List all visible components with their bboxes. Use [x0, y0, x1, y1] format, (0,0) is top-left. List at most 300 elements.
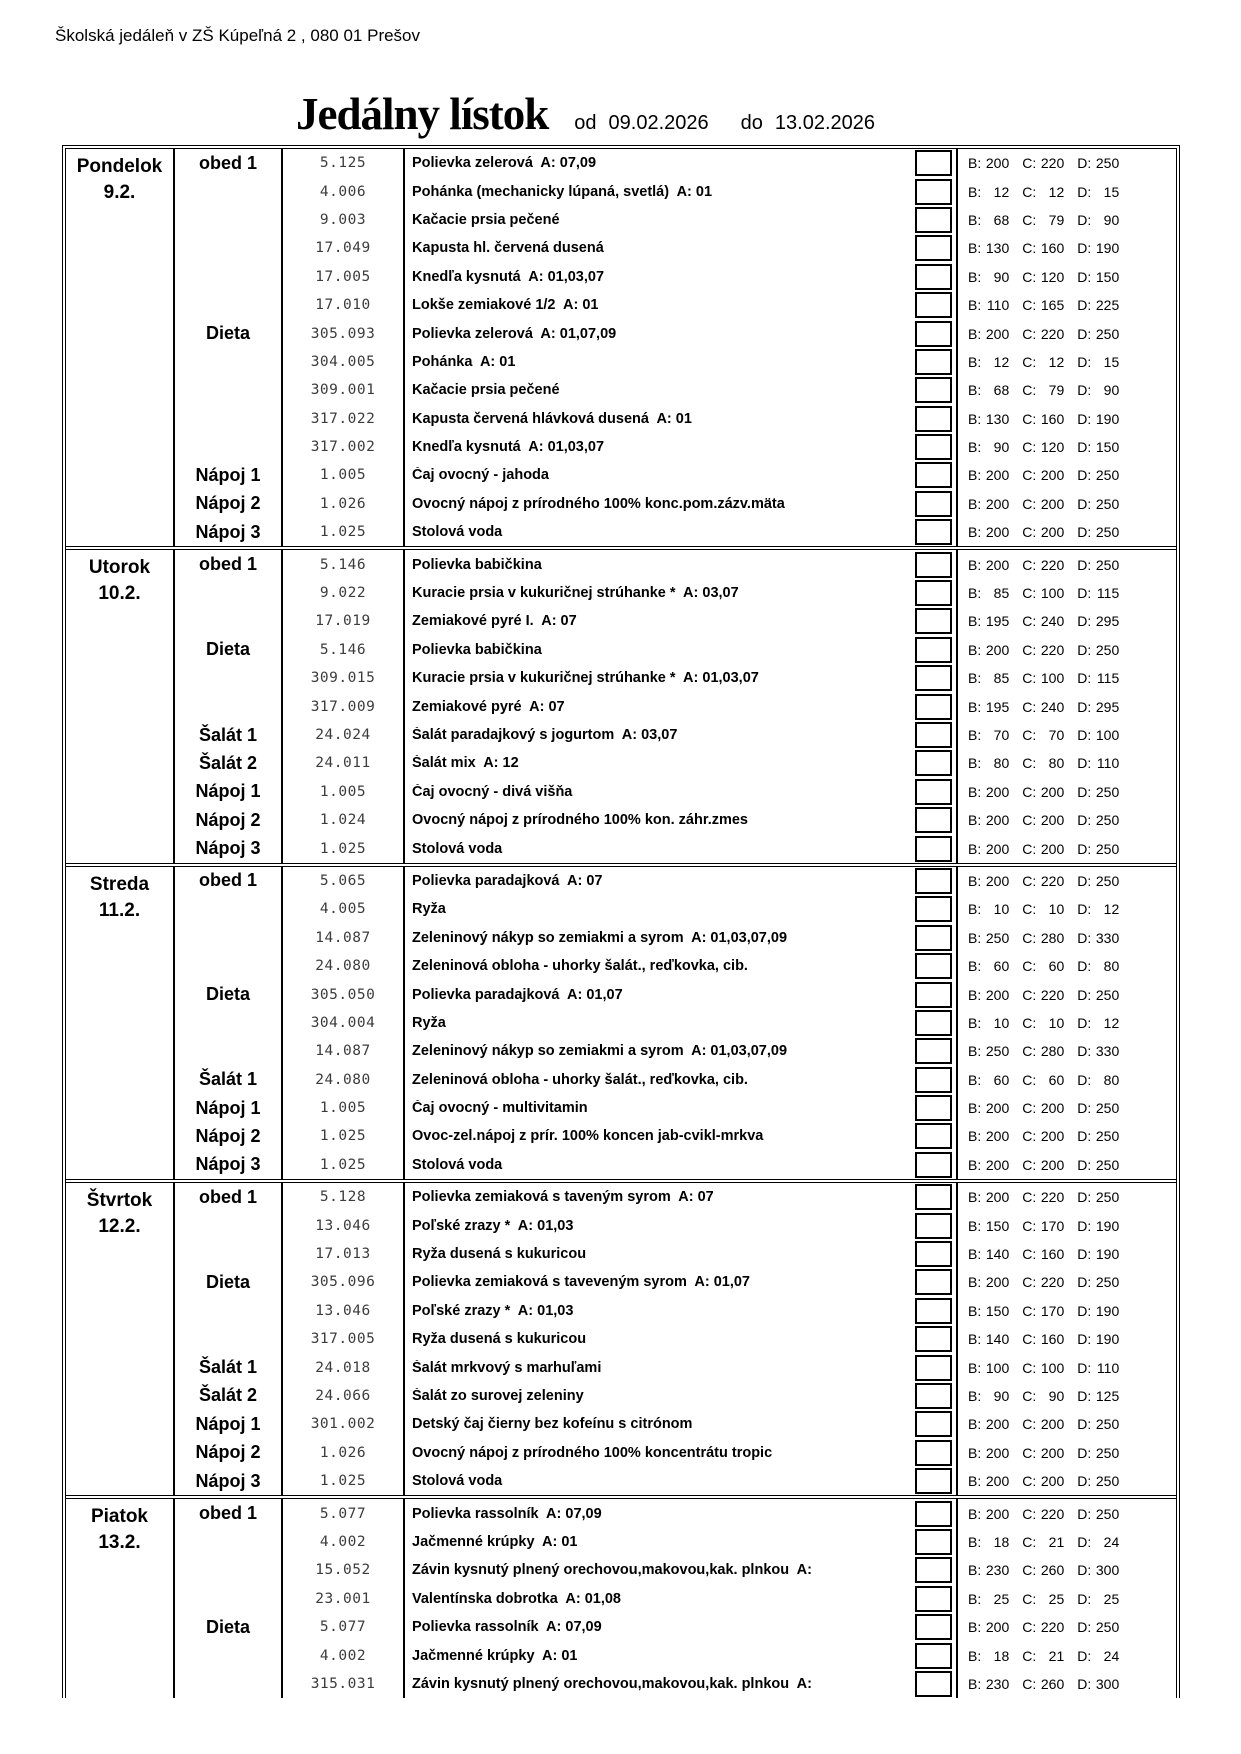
portions [958, 958, 1176, 974]
meal-type-label: Šalát 2 [175, 1382, 283, 1410]
portion-c [1022, 524, 1064, 540]
portion-d [1077, 496, 1119, 512]
meal-type-label: obed 1 [175, 1499, 283, 1527]
portion-checkbox[interactable] [915, 1298, 952, 1324]
portion-checkbox[interactable] [915, 694, 952, 720]
portion-b [968, 642, 1009, 658]
portion-checkbox[interactable] [915, 1671, 952, 1697]
portion-c-value: 200 [1040, 495, 1065, 512]
portion-checkbox[interactable] [915, 434, 952, 460]
dish-code: 15.052 [283, 1556, 405, 1584]
menu-row [175, 177, 1176, 205]
menu-table [62, 145, 1180, 1698]
portion-d [1077, 524, 1119, 540]
portion-checkbox[interactable] [915, 491, 952, 517]
portion-checkbox[interactable] [915, 868, 952, 894]
portion-c-value: 70 [1048, 727, 1065, 743]
portion-b [968, 841, 1009, 857]
portion-checkbox[interactable] [915, 179, 952, 205]
portions [958, 1157, 1176, 1173]
menu-row [175, 1297, 1176, 1325]
portion-c-value: 100 [1040, 670, 1065, 687]
portion-c-label: C: [1022, 1562, 1037, 1579]
portion-c [1022, 585, 1064, 601]
menu-row [175, 490, 1176, 518]
portion-d-label: D: [1077, 297, 1092, 314]
dish-code: 14.087 [283, 924, 405, 952]
portion-b-value: 12 [993, 183, 1010, 200]
checkbox-cell [910, 490, 958, 518]
portions [958, 901, 1176, 917]
portion-c [1022, 1534, 1064, 1550]
portions [958, 1218, 1176, 1234]
portion-c-label: C: [1022, 1473, 1037, 1490]
portion-checkbox[interactable] [915, 292, 952, 318]
portion-checkbox[interactable] [915, 1095, 952, 1121]
portion-checkbox[interactable] [915, 1440, 952, 1466]
portion-d-value: 25 [1103, 1590, 1120, 1607]
portion-c-label: C: [1022, 986, 1037, 1003]
portion-d-value: 12 [1103, 901, 1120, 918]
dish-name: Knedľa kysnutá A: 01,03,07 [412, 439, 605, 456]
portion-c-value: 160 [1040, 240, 1065, 257]
portion-c-label: C: [1022, 382, 1037, 399]
dish-code: 14.087 [283, 1037, 405, 1065]
portion-d-label: D: [1077, 1647, 1092, 1664]
dish-code: 9.003 [283, 206, 405, 234]
checkbox-cell [910, 636, 958, 664]
menu-row [175, 1183, 1176, 1211]
portion-checkbox[interactable] [915, 552, 952, 578]
portion-c [1022, 297, 1064, 313]
portion-d-value: 250 [1095, 1416, 1120, 1433]
portion-b-value: 200 [985, 524, 1010, 541]
checkbox-cell [910, 1382, 958, 1410]
portions [958, 784, 1176, 800]
portion-checkbox[interactable] [915, 150, 952, 176]
portion-d-label: D: [1077, 1533, 1092, 1550]
menu-title-block [0, 88, 1206, 140]
portion-checkbox[interactable] [915, 608, 952, 634]
date-to-value: 13.02.2026 [774, 112, 876, 134]
portion-c-label: C: [1022, 183, 1037, 200]
checkbox-cell [910, 1467, 958, 1495]
dish-code: 317.005 [283, 1325, 405, 1353]
dish-name: Šalát paradajkový s jogurtom A: 03,07 [412, 727, 678, 743]
dish-code: 301.002 [283, 1410, 405, 1438]
portion-c [1022, 841, 1064, 857]
portion-checkbox[interactable] [915, 896, 952, 922]
portion-checkbox[interactable] [915, 1184, 952, 1210]
meal-type-label: Nápoj 2 [175, 490, 283, 518]
portion-d [1077, 1072, 1119, 1088]
portions [958, 1043, 1176, 1059]
dish-name: Ovocný nápoj z prírodného 100% kon. záhr.zmes [412, 812, 748, 829]
portion-b-value: 68 [993, 211, 1010, 228]
portion-b-value: 200 [985, 467, 1010, 484]
portion-d [1077, 269, 1119, 285]
portion-d-label: D: [1077, 268, 1092, 285]
dish-code: 5.065 [283, 867, 405, 895]
portion-b [968, 585, 1009, 601]
portion-d-label: D: [1077, 958, 1092, 975]
portion-checkbox[interactable] [915, 1241, 952, 1267]
date-from-value: 09.02.2026 [608, 112, 709, 134]
portion-c-label: C: [1022, 268, 1037, 285]
meal-type-label [175, 1670, 283, 1698]
portion-b [968, 670, 1009, 686]
meal-type-label: Nápoj 1 [175, 461, 283, 489]
portion-d-label: D: [1077, 872, 1092, 889]
portion-checkbox[interactable] [915, 207, 952, 233]
portion-b-label: B: [968, 1647, 982, 1664]
portions [958, 1591, 1176, 1607]
dish-code: 317.002 [283, 433, 405, 461]
portion-checkbox[interactable] [915, 462, 952, 488]
portion-b-label: B: [968, 297, 982, 314]
portion-b [968, 524, 1009, 540]
portion-checkbox[interactable] [915, 982, 952, 1008]
portion-d [1077, 901, 1119, 917]
portion-b [968, 297, 1009, 313]
dish-name: Ovocný nápoj z prírodného 100% koncentrátu tropic [412, 1444, 773, 1461]
portion-checkbox[interactable] [915, 750, 952, 776]
portion-d [1077, 1534, 1119, 1550]
portion-checkbox[interactable] [915, 1123, 952, 1149]
portion-d [1077, 642, 1119, 658]
portion-b [968, 240, 1009, 256]
portion-c-label: C: [1022, 670, 1037, 687]
portion-checkbox[interactable] [915, 665, 952, 691]
dish-code: 5.077 [283, 1613, 405, 1641]
dish-name: Zeleninový nákyp so zemiakmi a syrom A: 01,03,07,09 [412, 929, 788, 946]
portion-d-value: 250 [1095, 1505, 1120, 1522]
portion-d-label: D: [1077, 585, 1092, 602]
portion-checkbox[interactable] [915, 637, 952, 663]
portion-b-value: 195 [985, 613, 1010, 630]
menu-row [175, 1467, 1176, 1495]
portion-checkbox[interactable] [915, 1468, 952, 1494]
portion-checkbox[interactable] [915, 580, 952, 606]
portion-d-label: D: [1077, 727, 1092, 743]
portion-d-label: D: [1077, 1071, 1092, 1088]
portions [958, 699, 1176, 715]
portion-checkbox[interactable] [915, 264, 952, 290]
portion-c [1022, 411, 1064, 427]
portion-c-label: C: [1022, 1590, 1037, 1607]
portion-d [1077, 411, 1119, 427]
portion-b [968, 1189, 1009, 1205]
portion-c-label: C: [1022, 1156, 1037, 1173]
menu-row [175, 834, 1176, 862]
portion-c [1022, 1416, 1064, 1432]
portion-c [1022, 326, 1064, 342]
portion-checkbox[interactable] [915, 1067, 952, 1093]
meal-type-label [175, 952, 283, 980]
portion-b-value: 200 [985, 1505, 1010, 1522]
portion-c-label: C: [1022, 495, 1037, 512]
portion-c [1022, 1218, 1064, 1234]
checkbox-cell [910, 263, 958, 291]
portion-b [968, 212, 1009, 228]
portions [958, 1619, 1176, 1635]
portion-c-value: 79 [1048, 211, 1065, 228]
meal-type-label [175, 924, 283, 952]
portion-b [968, 439, 1009, 455]
portions [958, 613, 1176, 629]
dish-code: 24.066 [283, 1382, 405, 1410]
portion-checkbox[interactable] [915, 1213, 952, 1239]
portion-checkbox[interactable] [915, 1152, 952, 1178]
meal-type-label: obed 1 [175, 867, 283, 895]
menu-row [175, 461, 1176, 489]
portion-checkbox[interactable] [915, 1586, 952, 1612]
portion-d-label: D: [1077, 1359, 1092, 1376]
menu-row [175, 206, 1176, 234]
portion-checkbox[interactable] [915, 349, 952, 375]
portion-b-label: B: [968, 268, 982, 285]
portions [958, 1189, 1176, 1205]
portion-b-value: 10 [993, 1014, 1010, 1031]
portions [958, 1274, 1176, 1290]
dish-code: 5.146 [283, 550, 405, 578]
portion-d [1077, 930, 1119, 946]
portion-checkbox[interactable] [915, 1383, 952, 1409]
portion-checkbox[interactable] [915, 235, 952, 261]
checkbox-cell [910, 234, 958, 262]
portion-b-value: 200 [985, 1416, 1010, 1433]
portion-d-value: 110 [1096, 1359, 1120, 1376]
portion-d-label: D: [1077, 1590, 1092, 1607]
portion-b-label: B: [968, 556, 982, 573]
portion-d [1077, 699, 1119, 715]
portion-b [968, 467, 1009, 483]
portion-c [1022, 1360, 1064, 1376]
checkbox-cell [910, 1268, 958, 1296]
meal-type-label [175, 1556, 283, 1584]
dish-name: Valentínska dobrotka A: 01,08 [412, 1590, 621, 1607]
portion-checkbox[interactable] [915, 722, 952, 748]
portions [958, 155, 1176, 171]
portion-b-label: B: [968, 1043, 982, 1060]
portion-d [1077, 1015, 1119, 1031]
portion-checkbox[interactable] [915, 1269, 952, 1295]
meal-type-label [175, 1641, 283, 1669]
portion-d-value: 250 [1095, 1473, 1120, 1490]
menu-row [175, 1094, 1176, 1122]
dish-code: 17.019 [283, 607, 405, 635]
portion-b [968, 1562, 1009, 1578]
portions [958, 670, 1176, 686]
portions [958, 354, 1176, 370]
portion-c-value: 280 [1040, 1043, 1065, 1060]
portions [958, 557, 1176, 573]
dish-code: 315.031 [283, 1670, 405, 1698]
portion-checkbox[interactable] [915, 807, 952, 833]
portion-c [1022, 930, 1064, 946]
portion-d-value: 330 [1095, 929, 1120, 946]
portion-checkbox[interactable] [915, 321, 952, 347]
portion-d-value: 250 [1095, 840, 1120, 857]
meal-type-label: Nápoj 2 [175, 1439, 283, 1467]
portion-checkbox[interactable] [915, 925, 952, 951]
menu-row [175, 895, 1176, 923]
dish-name: Polievka zelerová A: 07,09 [412, 155, 597, 172]
portion-checkbox[interactable] [915, 377, 952, 403]
checkbox-cell [910, 834, 958, 862]
portion-c [1022, 557, 1064, 573]
day-section [66, 1179, 1176, 1495]
portion-d-value: 190 [1095, 1302, 1120, 1319]
portion-d-label: D: [1077, 556, 1092, 573]
portion-b [968, 1331, 1009, 1347]
portion-checkbox[interactable] [915, 519, 952, 545]
portion-d-value: 250 [1095, 1619, 1120, 1636]
portion-b-label: B: [968, 1302, 982, 1319]
portion-b-label: B: [968, 1562, 982, 1579]
portion-b-label: B: [968, 958, 982, 975]
portion-c-label: C: [1022, 1619, 1037, 1636]
portion-checkbox[interactable] [915, 1529, 952, 1555]
dish-name: Pohánka A: 01 [412, 353, 516, 370]
portion-checkbox[interactable] [915, 1643, 952, 1669]
menu-row [175, 749, 1176, 777]
checkbox-cell [910, 1641, 958, 1669]
portion-b-value: 250 [985, 1043, 1010, 1060]
portion-b [968, 613, 1009, 629]
dish-name: Ryža dusená s kukuricou [412, 1246, 587, 1263]
portion-b [968, 1072, 1009, 1088]
portion-d-value: 250 [1095, 155, 1120, 172]
portion-c-label: C: [1022, 1331, 1037, 1348]
portion-c-value: 200 [1040, 783, 1065, 800]
portion-d [1077, 585, 1119, 601]
dish-code: 4.005 [283, 895, 405, 923]
portion-b-value: 200 [985, 1619, 1010, 1636]
portion-b [968, 755, 1009, 771]
portion-c-value: 200 [1040, 812, 1065, 829]
portion-c [1022, 212, 1064, 228]
dish-name: Polievka rassolník A: 07,09 [412, 1505, 602, 1522]
portion-d-value: 110 [1096, 755, 1120, 772]
portions [958, 240, 1176, 256]
portion-c [1022, 269, 1064, 285]
portion-b-label: B: [968, 1331, 982, 1348]
menu-title: Jedálny lístok [295, 89, 549, 139]
portion-checkbox[interactable] [915, 1557, 952, 1583]
portion-checkbox[interactable] [915, 1326, 952, 1352]
checkbox-cell [910, 319, 958, 347]
portion-c-value: 120 [1040, 439, 1065, 456]
portion-checkbox[interactable] [915, 1038, 952, 1064]
portion-d-label: D: [1077, 840, 1092, 857]
portion-d [1077, 1562, 1119, 1578]
portion-checkbox[interactable] [915, 1411, 952, 1437]
portion-d [1077, 1648, 1119, 1664]
portion-b-label: B: [968, 872, 982, 889]
portion-d-label: D: [1077, 670, 1092, 687]
portion-b-label: B: [968, 1473, 982, 1490]
portions [958, 524, 1176, 540]
portions [958, 1506, 1176, 1522]
portion-checkbox[interactable] [915, 1501, 952, 1527]
menu-row [175, 1211, 1176, 1239]
portion-d-label: D: [1077, 1302, 1092, 1319]
portion-d [1077, 1246, 1119, 1262]
portion-b-value: 200 [985, 986, 1010, 1003]
portion-c-label: C: [1022, 524, 1037, 541]
portion-c-value: 200 [1040, 1473, 1065, 1490]
menu-row [175, 1353, 1176, 1381]
portion-checkbox[interactable] [915, 836, 952, 862]
portion-d-value: 80 [1103, 958, 1120, 975]
portion-c-label: C: [1022, 297, 1037, 314]
checkbox-cell [910, 952, 958, 980]
portion-checkbox[interactable] [915, 1010, 952, 1036]
portion-d-value: 250 [1095, 325, 1120, 342]
portion-b [968, 1015, 1009, 1031]
portion-c [1022, 1676, 1064, 1692]
portion-checkbox[interactable] [915, 1614, 952, 1640]
portion-d [1077, 1445, 1119, 1461]
portion-checkbox[interactable] [915, 953, 952, 979]
portion-checkbox[interactable] [915, 406, 952, 432]
portion-d [1077, 1100, 1119, 1116]
day-rows [175, 550, 1176, 862]
menu-row [175, 607, 1176, 635]
menu-row [175, 952, 1176, 980]
dish-name: Kačacie prsia pečené [412, 382, 560, 399]
portion-c-label: C: [1022, 353, 1037, 370]
dish-code: 5.146 [283, 636, 405, 664]
portion-d-value: 250 [1095, 1274, 1120, 1291]
menu-row [175, 721, 1176, 749]
portion-b-value: 200 [985, 783, 1010, 800]
portion-b [968, 727, 1009, 743]
portion-c-label: C: [1022, 1189, 1037, 1206]
checkbox-cell [910, 461, 958, 489]
portions [958, 1473, 1176, 1489]
portion-b [968, 987, 1009, 1003]
portion-checkbox[interactable] [915, 1355, 952, 1381]
portion-c-label: C: [1022, 1675, 1037, 1692]
portion-d [1077, 354, 1119, 370]
menu-row [175, 405, 1176, 433]
portion-c-value: 220 [1040, 556, 1065, 573]
checkbox-cell [910, 1613, 958, 1641]
menu-row [175, 980, 1176, 1008]
checkbox-cell [910, 607, 958, 635]
checkbox-cell [910, 550, 958, 578]
portion-b [968, 1128, 1009, 1144]
portion-c [1022, 987, 1064, 1003]
dish-name: Pohánka (mechanicky lúpaná, svetlá) A: 01 [412, 183, 713, 200]
portion-checkbox[interactable] [915, 779, 952, 805]
portions [958, 841, 1176, 857]
portion-b-value: 90 [993, 1387, 1010, 1404]
portion-d-value: 330 [1095, 1043, 1120, 1060]
portion-d-label: D: [1077, 613, 1092, 630]
portion-c-value: 240 [1040, 613, 1065, 630]
menu-row [175, 1151, 1176, 1179]
dish-code: 5.125 [283, 149, 405, 177]
portions [958, 297, 1176, 313]
menu-row [175, 924, 1176, 952]
portion-d [1077, 439, 1119, 455]
meal-type-label: Nápoj 1 [175, 778, 283, 806]
portion-c-value: 200 [1040, 1128, 1065, 1145]
portions [958, 1676, 1176, 1692]
